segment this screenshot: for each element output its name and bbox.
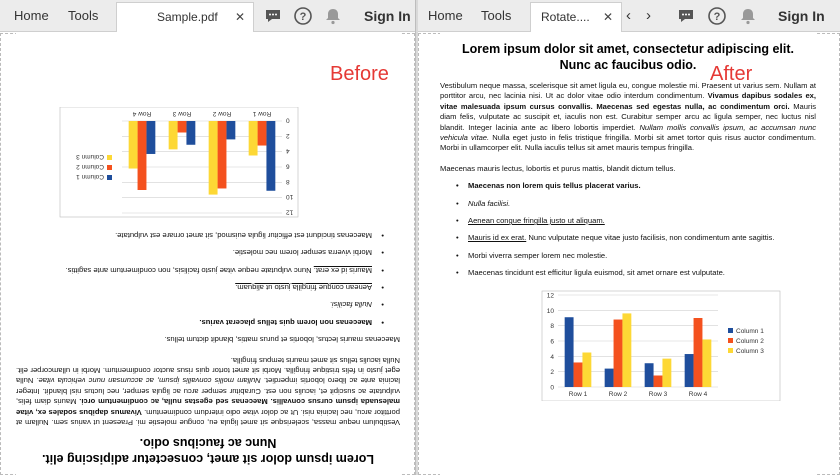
list-item: • Morbi viverra semper lorem nec molestie.	[440, 251, 816, 261]
sign-in-button[interactable]: Sign In	[778, 8, 825, 24]
y-tick-label: 10	[546, 307, 554, 315]
link-text[interactable]: Aenean congue fringilla justo ut aliquam.	[235, 282, 372, 292]
legend-label: Column 2	[76, 163, 104, 171]
legend-label: Column 1	[76, 173, 104, 181]
doc-paragraph	[440, 81, 816, 154]
x-tick-label: Row 2	[212, 110, 232, 118]
link-text[interactable]: Mauris id ex erat.	[313, 265, 372, 275]
bar-column-3	[622, 313, 631, 387]
legend-label: Column 3	[736, 347, 764, 355]
link-text[interactable]: Mauris id ex erat.	[468, 233, 527, 243]
legend-swatch	[728, 348, 733, 353]
bar-column-3	[249, 121, 258, 156]
x-tick-label: Row 3	[172, 110, 192, 118]
chart-container	[440, 289, 816, 401]
para-text: Nulla eget justo in felis tristique fringilla. Morbi sit amet tortor quis risus auctor condimentum. Morbi in ullamcorper elit. Nulla iaculis tellus sit amet mauris tempus fringilla.	[440, 133, 816, 153]
para-text: Vestibulum neque massa, scelerisque sit amet ligula eu, congue molestie mi. Praesent ut varius sem. Nullam at porttitor arcu, nec lacinia nisi. Ut ac dolor vitae odio interdum condimentum.	[16, 407, 400, 427]
bar-column-3	[169, 121, 178, 149]
bar-column-1	[645, 363, 654, 387]
tab-title: Sample.pdf	[157, 10, 218, 24]
legend-swatch	[728, 328, 733, 333]
legend-swatch	[107, 165, 112, 170]
list-item	[440, 216, 816, 226]
list-text: Nunc vulputate neque vitae justo facilisis, non condimentum ante sagittis.	[65, 265, 314, 275]
list-item: • Maecenas tincidunt est efficitur ligula euismod, sit amet ornare est vulputate.	[440, 268, 816, 278]
link-text[interactable]: Aenean congue fringilla justo ut aliquam.	[468, 216, 605, 226]
bar-column-3	[129, 121, 138, 169]
left-toolbar	[0, 0, 415, 32]
bar-column-1	[226, 121, 235, 139]
list-item	[16, 264, 400, 274]
para-italic-text: Nullam mollis convallis ipsum, ac accumsan nunc vehicula vitae.	[36, 376, 261, 386]
after-label: After	[710, 63, 753, 85]
y-tick-label: 12	[546, 292, 554, 300]
right-toolbar	[418, 0, 840, 32]
legend-label: Column 2	[736, 337, 764, 345]
y-tick-label: 4	[286, 147, 290, 155]
bar-chart	[24, 107, 400, 219]
bar-column-1	[266, 121, 275, 191]
list-item	[16, 282, 400, 292]
bar-column-3	[662, 358, 671, 386]
bar-column-1	[565, 317, 574, 387]
bar-column-2	[614, 319, 623, 386]
document-tab[interactable]	[116, 2, 254, 32]
y-tick-label: 8	[286, 178, 290, 186]
bar-column-1	[186, 121, 195, 145]
x-tick-label: Row 3	[648, 390, 668, 398]
y-tick-label: 12	[286, 208, 294, 216]
doc-paragraph-2: Maecenas mauris lectus, lobortis et purus mattis, blandit dictum tellus.	[440, 163, 676, 173]
left-viewer-panel	[0, 0, 416, 475]
para-bold-text: Vivamus dapibus sodales ex, vitae malesuada ipsum cursus convallis. Maecenas sed egestas nulla, ac condimentum orci.	[15, 397, 400, 417]
list-item: • Maecenas non lorem quis tellus placerat varius.	[440, 181, 816, 191]
para-bold-text: Vivamus dapibus sodales ex, vitae malesuada ipsum cursus convallis. Maecenas sed egestas nulla, ac condimentum orci.	[440, 91, 817, 111]
bar-column-2	[178, 121, 187, 133]
document-tab[interactable]	[530, 2, 622, 32]
y-tick-label: 2	[550, 368, 554, 376]
comment-icon[interactable]	[263, 6, 283, 26]
close-tab-icon[interactable]: ✕	[234, 10, 245, 24]
legend-label: Column 3	[76, 153, 104, 161]
bar-column-2	[694, 318, 703, 387]
home-menu[interactable]: Home	[14, 8, 49, 23]
bar-column-3	[209, 121, 218, 195]
tools-menu[interactable]: Tools	[481, 8, 512, 23]
bar-column-1	[605, 368, 614, 386]
comment-icon[interactable]	[676, 6, 696, 26]
y-tick-label: 0	[286, 116, 290, 124]
rotated-page	[16, 33, 400, 475]
list-text: Nunc vulputate neque vitae justo facilisis, non condimentum ante sagittis.	[526, 233, 775, 243]
right-viewer-panel	[418, 0, 840, 475]
legend-swatch	[107, 155, 112, 160]
list-item: • Maecenas non lorem quis tellus placerat varius.	[16, 316, 400, 326]
help-icon[interactable]	[707, 6, 727, 26]
y-tick-label: 6	[286, 162, 290, 170]
notification-bell-icon[interactable]	[323, 6, 343, 26]
y-tick-label: 6	[550, 338, 554, 346]
doc-title: Lorem ipsum dolor sit amet, consectetur adipiscing elit. Nunc ac faucibus odio.	[42, 436, 375, 466]
x-tick-label: Row 4	[688, 390, 708, 398]
x-tick-label: Row 2	[608, 390, 628, 398]
bar-chart	[440, 289, 816, 401]
list-item: • Maecenas tincidunt est efficitur ligula euismod, sit amet ornare est vulputate.	[16, 229, 400, 239]
y-tick-label: 10	[286, 193, 294, 201]
close-tab-icon[interactable]: ✕	[602, 10, 613, 24]
svg-text:?: ?	[299, 11, 307, 23]
bar-column-2	[218, 121, 227, 188]
doc-title: Lorem ipsum dolor sit amet, consectetur adipiscing elit. Nunc ac faucibus odio.	[461, 42, 794, 72]
sign-in-button[interactable]: Sign In	[364, 8, 411, 24]
para-italic-text: Nullam mollis convallis ipsum, ac accumsan nunc vehicula vitae.	[440, 122, 816, 143]
para-text: Mauris diam felis, vulputate ac suscipit et, iaculis non est. Curabitur semper arcu ac ligula semper, nec luctus nisl blandit. Integer lacinia ante ac libero lobortis imperdiet.	[16, 376, 400, 407]
chevron-right-icon[interactable]: ›	[646, 7, 651, 24]
bar-column-3	[582, 352, 591, 387]
corrected-page	[440, 33, 816, 475]
y-tick-label: 0	[550, 384, 554, 392]
x-tick-label: Row 1	[252, 110, 272, 118]
list-item	[440, 233, 816, 243]
svg-text:?: ?	[713, 11, 721, 23]
list-item: • Nulla facilisi.	[440, 199, 816, 209]
tab-title: Rotate....	[541, 10, 590, 24]
y-tick-label: 8	[550, 322, 554, 330]
chart-container	[24, 107, 400, 219]
doc-paragraph-2: Maecenas mauris lectus, lobortis et purus mattis, blandit dictum tellus.	[164, 335, 400, 345]
bar-column-2	[258, 121, 267, 146]
tools-menu[interactable]: Tools	[68, 8, 99, 23]
chevron-left-icon[interactable]: ‹	[626, 7, 631, 24]
left-page-area	[0, 33, 415, 475]
para-text: Vestibulum neque massa, scelerisque sit amet ligula eu, congue molestie mi. Praesent ut varius sem. Nullam at porttitor arcu, nec lacinia nisi. Ut ac dolor vitae odio interdum condimentum.	[440, 81, 816, 101]
bar-column-2	[574, 362, 583, 387]
para-text: Nulla eget justo in felis tristique fringilla. Morbi sit amet tortor quis risus auctor condimentum. Morbi in ullamcorper elit. Nulla iaculis tellus sit amet mauris tempus fringilla.	[16, 355, 400, 386]
legend-label: Column 1	[736, 327, 764, 335]
home-menu[interactable]: Home	[428, 8, 463, 23]
help-icon[interactable]	[293, 6, 313, 26]
legend-swatch	[107, 175, 112, 180]
before-label: Before	[330, 63, 389, 85]
notification-bell-icon[interactable]	[738, 6, 758, 26]
bar-column-1	[685, 354, 694, 387]
bar-column-2	[654, 375, 663, 387]
y-tick-label: 2	[286, 132, 290, 140]
doc-paragraph	[16, 354, 400, 427]
y-tick-label: 4	[550, 353, 554, 361]
bar-column-3	[702, 339, 711, 387]
bar-column-1	[146, 121, 155, 154]
bar-column-2	[138, 121, 147, 190]
x-tick-label: Row 1	[568, 390, 588, 398]
x-tick-label: Row 4	[132, 110, 152, 118]
para-text: Mauris diam felis, vulputate ac suscipit et, iaculis non est. Curabitur semper arcu ac ligula semper, nec luctus nisl blandit. Integer lacinia ante ac libero lobortis imperdiet.	[440, 101, 816, 132]
list-item: • Nulla facilisi.	[16, 299, 400, 309]
legend-swatch	[728, 338, 733, 343]
right-page-area	[418, 33, 840, 475]
list-item: • Morbi viverra semper lorem nec molestie.	[16, 247, 400, 257]
